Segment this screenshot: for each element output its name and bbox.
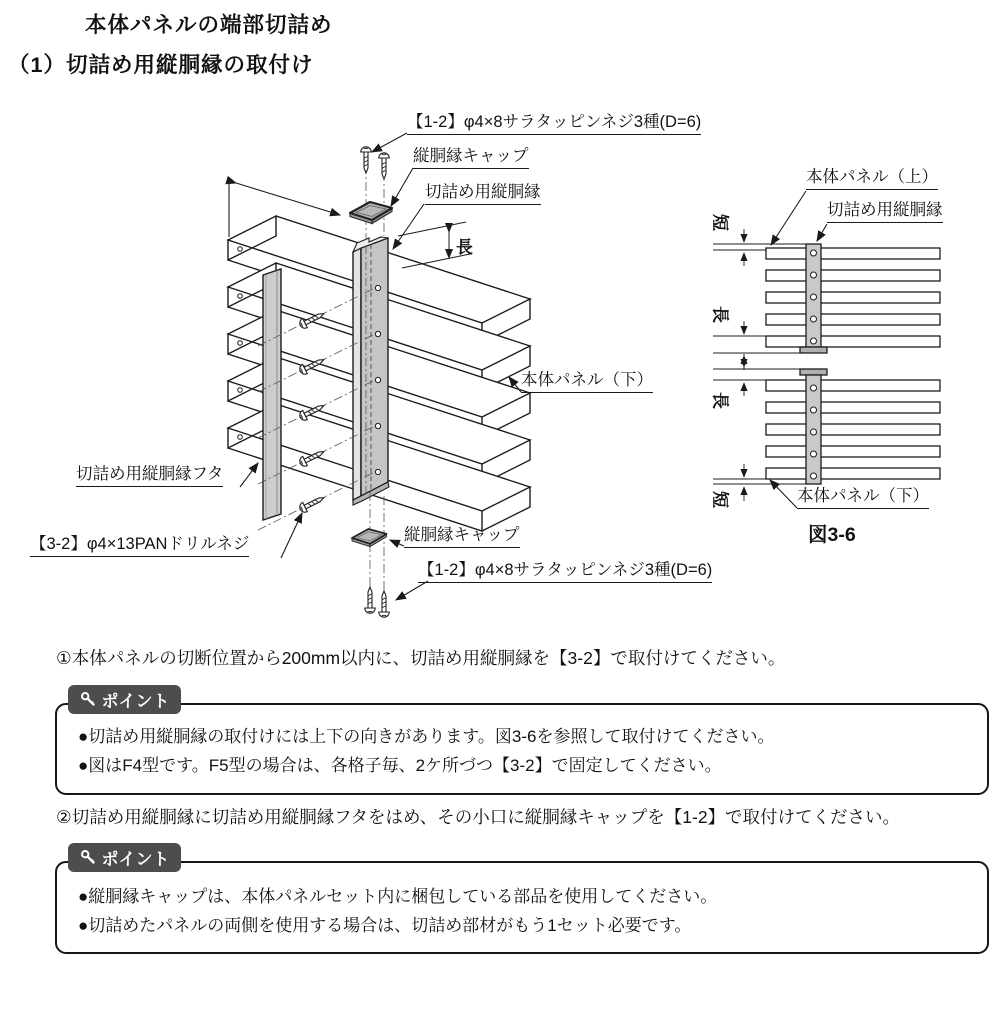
- dim-short-bottom: 短: [710, 491, 730, 508]
- label-panel-upper-fig: 本体パネル（上）: [806, 167, 938, 190]
- key-icon: [80, 849, 97, 866]
- step-1: ①本体パネルの切断位置から200mm以内に、切詰め用縦胴縁を【3-2】で取付けてください。: [56, 648, 786, 668]
- point-box-1-item-1: ●切詰め用縦胴縁の取付けには上下の向きがあります。図3-6を参照して取付けてください。: [78, 727, 775, 746]
- point-box-1-item-2: ●図はF4型です。F5型の場合は、各格子毎、2ケ所づつ【3-2】で固定してください。: [78, 756, 722, 775]
- point-badge-1: [68, 685, 181, 714]
- point-badge-2-label: ポイント: [101, 850, 170, 869]
- point-box-2-item-1: ●縦胴縁キャップは、本体パネルセット内に梱包している部品を使用してください。: [78, 887, 718, 906]
- bottom-screws: [365, 587, 389, 617]
- furring-channel: [353, 237, 389, 505]
- point-badge-1-label: ポイント: [101, 692, 170, 711]
- label-panel-lower-fig: 本体パネル（下）: [797, 486, 929, 509]
- dim-long-top: 長: [710, 306, 730, 323]
- dim-short-top: 短: [710, 214, 730, 231]
- label-screw-top: 【1-2】φ4×8サラタッピンネジ3種(D=6): [407, 112, 701, 135]
- point-box-2-item-2: ●切詰めたパネルの両側を使用する場合は、切詰め部材がもう1セット必要です。: [78, 916, 692, 935]
- top-centerlines: [366, 148, 384, 240]
- slat-end-holes: [238, 247, 243, 440]
- step-2: ②切詰め用縦胴縁に切詰め用縦胴縁フタをはめ、その小口に縦胴縁キャップを【1-2】で取付けてください。: [56, 807, 901, 827]
- fig36-upper-panel: [713, 229, 940, 370]
- label-cap-top: 縦胴縁キャップ: [413, 146, 529, 169]
- label-channel-fig: 切詰め用縦胴縁: [827, 200, 943, 223]
- label-screw-bottom: 【1-2】φ4×8サラタッピンネジ3種(D=6): [418, 560, 712, 583]
- label-channel: 切詰め用縦胴縁: [425, 182, 541, 205]
- figure-caption: 図3-6: [808, 524, 856, 546]
- section-title: （1）切詰め用縦胴縁の取付け: [8, 53, 314, 77]
- fig36-lower-panel: [713, 354, 940, 501]
- top-cap: [350, 202, 392, 224]
- label-cover-strip: 切詰め用縦胴縁フタ: [76, 464, 223, 487]
- bottom-cap: [352, 529, 386, 547]
- label-dim-long-main: 長: [456, 238, 473, 257]
- figure-3-6: [713, 191, 940, 508]
- label-panel-lower-main: 本体パネル（下）: [521, 370, 653, 393]
- label-screw-side: 【3-2】φ4×13PANドリルネジ: [30, 534, 249, 557]
- page-title: 本体パネルの端部切詰め: [85, 13, 333, 37]
- label-cap-bottom: 縦胴縁キャップ: [404, 525, 520, 548]
- dim-long-bottom: 長: [710, 392, 730, 409]
- point-badge-2: [68, 843, 181, 872]
- cover-strip: [263, 269, 281, 520]
- top-screws: [361, 147, 389, 179]
- key-icon: [80, 691, 97, 708]
